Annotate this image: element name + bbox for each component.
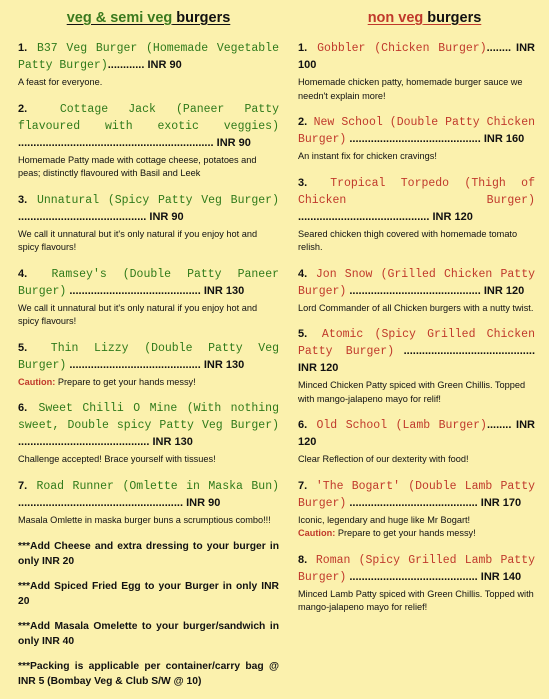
menu-item: 4. Ramsey's (Double Patty Paneer Burger) ........................................... INR 130 We call it unnatural but it's only natural if you enjoy hot and spicy flavours!	[18, 266, 279, 329]
menu-item: 1. Gobbler (Chicken Burger)........ INR 100 Homemade chicken patty, homemade burger sauce we needn't explain more!	[298, 40, 535, 103]
item-price: ................................................................ INR 90	[18, 136, 251, 149]
item-description: A feast for everyone.	[18, 77, 103, 87]
caution-label: Caution:	[298, 528, 336, 538]
veg-burgers-column	[18, 0, 279, 689]
note-cheese: ***Add Cheese and extra dressing to your burger in only INR 20	[18, 541, 279, 567]
item-description: We call it unnatural but it's only natural if you enjoy hot and spicy flavours!	[18, 302, 258, 326]
menu-item: 3. Tropical Torpedo (Thigh of Chicken Burger) ........................................... INR 120 Seared chicken thigh covered with homemade tomato relish.	[298, 175, 535, 255]
item-name: Old School (Lamb Burger)	[316, 419, 487, 432]
item-price: ........................................... INR 120	[349, 284, 525, 297]
item-name: B37 Veg Burger (Homemade Vegetable Patty Burger)	[18, 42, 279, 72]
item-price: .......................................... INR 170	[349, 496, 522, 509]
item-name: Gobbler (Chicken Burger)	[317, 42, 487, 55]
item-price: ........................................... INR 130	[18, 436, 193, 448]
item-description: Homemade chicken patty, homemade burger sauce we needn't explain more!	[298, 77, 523, 101]
menu-item: 7. 'The Bogart' (Double Lamb Patty Burger) .......................................... INR 170 Iconic, legendary and huge like Mr Bogart! Caution: Prepare to get your hands messy!	[298, 478, 535, 541]
item-description: Challenge accepted! Brace yourself with tissues!	[18, 454, 216, 464]
menu-item: 5. Atomic (Spicy Grilled Chicken Patty Burger) ........................................... INR 120 Minced Chicken Patty spiced with Green Chillis. Topped with mango-jalapeno mayo for relif!	[298, 326, 535, 406]
item-price: ........ INR 120	[298, 419, 535, 448]
item-name: Roman (Spicy Grilled Lamb Patty Burger)	[298, 553, 535, 584]
note-fried-egg: ***Add Spiced Fried Egg to your Burger in only INR 20	[18, 581, 279, 607]
item-price: ........................................... INR 130	[69, 358, 245, 371]
item-description: We call it unnatural but it's only natural if you enjoy hot and spicy flavours!	[18, 228, 258, 252]
menu-item: 2. New School (Double Patty Chicken Burger) ........................................... INR 160 An instant fix for chicken cravings!	[298, 114, 535, 164]
menu-item: 8. Roman (Spicy Grilled Lamb Patty Burger) .......................................... INR 140 Minced Lamb Patty spiced with Green Chillis. Topped with mango-jalapeno mayo for relief!	[298, 552, 535, 615]
item-price: ........................................... INR 130	[69, 284, 245, 297]
item-price: .......................................... INR 90	[18, 210, 184, 223]
veg-menu-list	[18, 40, 279, 527]
menu-item: 7. Road Runner (Omlette in Maska Bun) ...................................................... INR 90 Masala Omlette in maska burger buns a scrumptious combo!!!	[18, 478, 279, 528]
item-name: Unnatural (Spicy Patty Veg Burger)	[36, 193, 279, 207]
note-packing: ***Packing is applicable per container/carry bag @ INR 5 (Bombay Veg & Club S/W @ 10)	[18, 661, 279, 687]
note-masala-omelette: ***Add Masala Omelette to your burger/sandwich in only INR 40	[18, 621, 279, 647]
caution-label: Caution:	[18, 376, 56, 387]
item-name: Jon Snow (Grilled Chicken Patty Burger)	[298, 267, 535, 298]
item-name: Thin Lizzy (Double Patty Veg Burger)	[18, 341, 279, 372]
item-name: New School (Double Patty Chicken Burger)	[298, 116, 535, 146]
item-description: Lord Commander of all Chicken burgers with a nutty twist.	[298, 302, 534, 313]
item-description: Minced Chicken Patty spiced with Green Chillis. Topped with mango-jalapeno mayo for relif!	[298, 380, 526, 404]
menu-item: 5. Thin Lizzy (Double Patty Veg Burger) ........................................... INR 130 Caution: Prepare to get your hands messy!	[18, 340, 279, 390]
menu-item: 2. Cottage Jack (Paneer Patty flavoured with exotic veggies) ................................................................ INR 90 Homemade Patty made with cottage cheese, potatoes and peas; distinctly flavoured with Basil and Leek	[18, 101, 279, 181]
item-name: Cottage Jack (Paneer Patty flavoured with exotic veggies)	[18, 102, 279, 133]
item-description: Iconic, legendary and huge like Mr Bogart!	[298, 514, 471, 525]
item-description: Clear Reflection of our dexterity with food!	[298, 454, 469, 464]
item-price: ........ INR 100	[298, 42, 535, 71]
menu-item: 6. Sweet Chilli O Mine (With nothing sweet, Double spicy Patty Veg Burger) ........................................... INR 130 Challenge accepted! Brace yourself with tissues!	[18, 400, 279, 467]
item-name: Ramsey's (Double Patty Paneer Burger)	[18, 267, 279, 298]
item-price: ........................................... INR 120	[298, 345, 536, 374]
non-veg-menu-list	[298, 40, 535, 615]
item-price: ........................................... INR 120	[298, 210, 473, 223]
item-caution: Caution: Prepare to get your hands messy!	[298, 528, 476, 538]
item-name: Sweet Chilli O Mine (With nothing sweet, Double spicy Patty Veg Burger)	[18, 402, 279, 432]
item-description: Seared chicken thigh covered with homemade tomato relish.	[298, 228, 518, 252]
veg-section-heading: veg & semi veg burgers	[66, 10, 231, 26]
item-name: Atomic (Spicy Grilled Chicken Patty Burger)	[298, 328, 535, 358]
menu-item: 4. Jon Snow (Grilled Chicken Patty Burger) ........................................... INR 120 Lord Commander of all Chicken burgers with a nutty twist.	[298, 266, 535, 316]
menu-item: 3. Unnatural (Spicy Patty Veg Burger) .......................................... INR 90 We call it unnatural but it's only natural if you enjoy hot and spicy flavours!	[18, 192, 279, 255]
item-name: 'The Bogart' (Double Lamb Patty Burger)	[298, 479, 535, 510]
item-price: ............ INR 90	[107, 59, 182, 71]
item-price: ........................................... INR 160	[349, 133, 525, 145]
add-on-notes	[18, 539, 279, 689]
item-description: An instant fix for chicken cravings!	[298, 151, 437, 161]
item-description: Masala Omlette in maska burger buns a scrumptious combo!!!	[18, 514, 271, 525]
item-description: Homemade Patty made with cottage cheese, potatoes and peas; distinctly flavoured with Basil and Leek	[18, 154, 257, 178]
non-veg-burgers-column	[298, 0, 535, 615]
non-veg-section-heading: non veg burgers	[367, 10, 482, 26]
item-price: .......................................... INR 140	[349, 570, 522, 583]
menu-item: 1. B37 Veg Burger (Homemade Vegetable Patty Burger)............ INR 90 A feast for everyone.	[18, 40, 279, 90]
item-caution: Caution: Prepare to get your hands messy!	[18, 376, 196, 387]
item-description: Minced Lamb Patty spiced with Green Chillis. Topped with mango-jalapeno mayo for relief!	[298, 588, 534, 612]
item-price: ...................................................... INR 90	[18, 496, 221, 509]
item-name: Road Runner (Omlette in Maska Bun)	[36, 479, 279, 493]
menu-item: 6. Old School (Lamb Burger)........ INR 120 Clear Reflection of our dexterity with food!	[298, 417, 535, 467]
item-name: Tropical Torpedo (Thigh of Chicken Burger)	[298, 176, 535, 207]
